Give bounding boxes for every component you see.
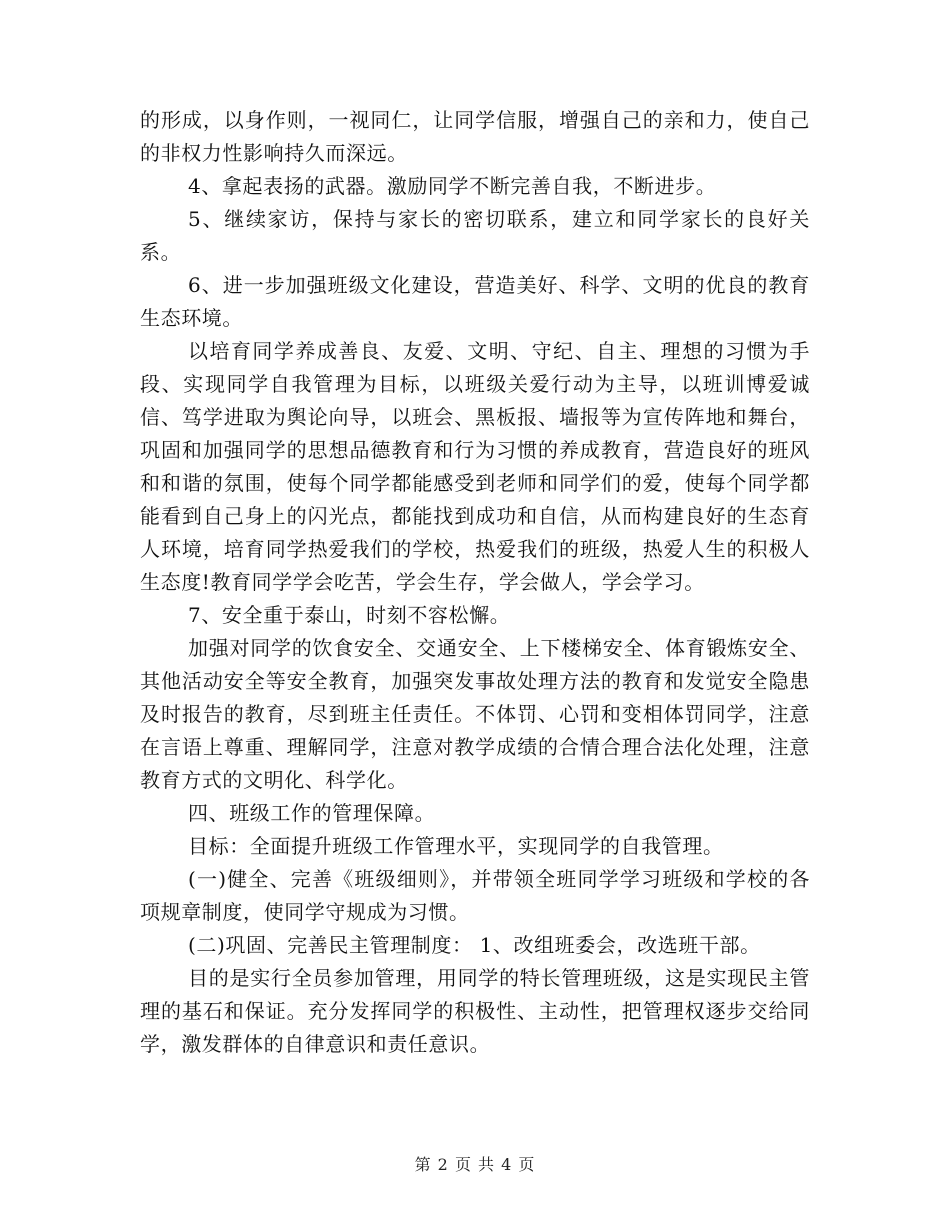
- paragraph: 6、进一步加强班级文化建设，营造美好、科学、文明的优良的教育生态环境。: [140, 273, 810, 330]
- section-heading: 四、班级工作的管理保障。: [188, 801, 436, 825]
- paragraph: 目标：全面提升班级工作管理水平，实现同学的自我管理。: [188, 834, 724, 858]
- paragraph: 加强对同学的饮食安全、交通安全、上下楼梯安全、体育锻炼安全、其他活动安全等安全教育，加强突发事故处理方法的教育和发觉安全隐患及时报告的教育，尽到班主任责任。不体罚、心罚和变相体罚同学，注意在言语上尊重、理解同学，注意对教学成绩的合情合理合法化处理，注意教育方式的文明化、科学化。: [140, 636, 810, 792]
- paragraph: 7、安全重于泰山，时刻不容松懈。: [188, 603, 511, 627]
- paragraph: 目的是实行全员参加管理，用同学的特长管理班级，这是实现民主管理的基石和保证。充分发挥同学的积极性、主动性，把管理权逐步交给同学，激发群体的自律意识和责任意识。: [140, 966, 810, 1056]
- paragraph: 5、继续家访，保持与家长的密切联系，建立和同学家长的良好关系。: [140, 207, 810, 264]
- paragraph: 以培育同学养成善良、友爱、文明、守纪、自主、理想的习惯为手段、实现同学自我管理为目标，以班级关爱行动为主导，以班训博爱诚信、笃学进取为舆论向导，以班会、黑板报、墙报等为宣传阵地和舞台，巩固和加强同学的思想品德教育和行为习惯的养成教育，营造良好的班风和和谐的氛围，使每个同学都能感受到老师和同学们的爱，使每个同学都能看到自己身上的闪光点，都能找到成功和自信，从而构建良好的生态育人环境，培育同学热爱我们的学校，热爱我们的班级，热爱人生的积极人生态度!教育同学学会吃苦，学会生存，学会做人，学会学习。: [140, 339, 810, 594]
- paragraph: 的形成，以身作则，一视同仁，让同学信服，增强自己的亲和力，使自己的非权力性影响持久而深远。: [140, 108, 810, 165]
- paragraph: (二)巩固、完善民主管理制度： 1、改组班委会，改选班干部。: [188, 933, 761, 957]
- document-body: [140, 104, 810, 1061]
- page-number-footer: 第 2 页 共 4 页: [414, 1155, 536, 1174]
- paragraph: (一)健全、完善《班级细则》，并带领全班同学学习班级和学校的各项规章制度，使同学守规成为习惯。: [140, 867, 810, 924]
- paragraph: 4、拿起表扬的武器。激励同学不断完善自我，不断进步。: [188, 174, 717, 198]
